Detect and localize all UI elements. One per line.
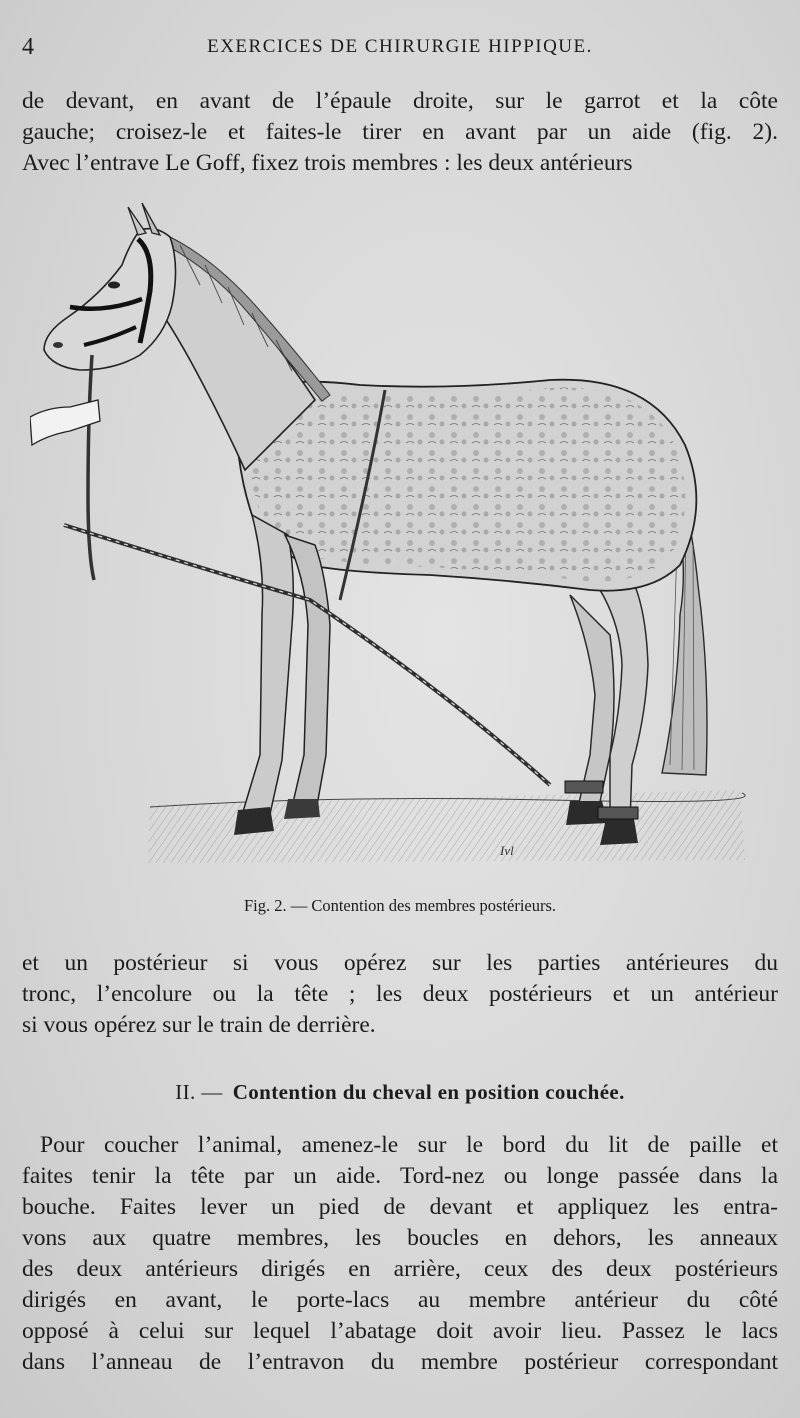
- paragraph-bottom: [22, 1130, 778, 1378]
- text-line: gauche; croisez-le et faites-le tirer en avant par un aide (fig. 2).: [22, 119, 778, 145]
- page-number: 4: [22, 34, 34, 60]
- text-line: Pour coucher l’animal, amenez-le sur le bord du lit de paille et: [40, 1132, 778, 1158]
- text-line: vons aux quatre membres, les boucles en dehors, les anneaux: [22, 1225, 778, 1251]
- text-line: opposé à celui sur lequel l’abatage doit avoir lieu. Passez le lacs: [22, 1318, 778, 1344]
- text-line: et un postérieur si vous opérez sur les parties antérieures du: [22, 950, 778, 976]
- text-line: des deux antérieurs dirigés en arrière, ceux des deux postérieurs: [22, 1256, 778, 1282]
- text-line: Avec l’entrave Le Goff, fixez trois membres : les deux antérieurs: [22, 150, 633, 176]
- text-line: si vous opérez sur le train de derrière.: [22, 1012, 376, 1038]
- text-line: faites tenir la tête par un aide. Tord-nez ou longe passée dans la: [22, 1163, 778, 1189]
- text-line: dans l’anneau de l’entravon du membre postérieur correspondant: [22, 1349, 778, 1375]
- engraver-signature: Ivl: [500, 843, 514, 858]
- paragraph-mid: [22, 948, 778, 1041]
- page-header: [22, 34, 778, 64]
- section-heading: [0, 1080, 800, 1105]
- text-line: dirigés en avant, le porte-lacs au membre antérieur du côté: [22, 1287, 778, 1313]
- text-line: bouche. Faites lever un pied de devant et appliquez les entra-: [22, 1194, 778, 1220]
- horse-restraint-engraving-icon: [30, 195, 770, 885]
- section-title: Contention du cheval en position couchée.: [232, 1080, 625, 1104]
- text-line: de devant, en avant de l’épaule droite, sur le garrot et la côte: [22, 88, 778, 114]
- figure-caption: Fig. 2. — Contention des membres postérieurs.: [243, 896, 557, 915]
- running-title: EXERCICES DE CHIRURGIE HIPPIQUE.: [207, 36, 593, 57]
- paragraph-top: [22, 86, 778, 179]
- section-number: II. —: [175, 1080, 223, 1104]
- text-line: tronc, l’encolure ou la tête ; les deux postérieurs et un antérieur: [22, 981, 778, 1007]
